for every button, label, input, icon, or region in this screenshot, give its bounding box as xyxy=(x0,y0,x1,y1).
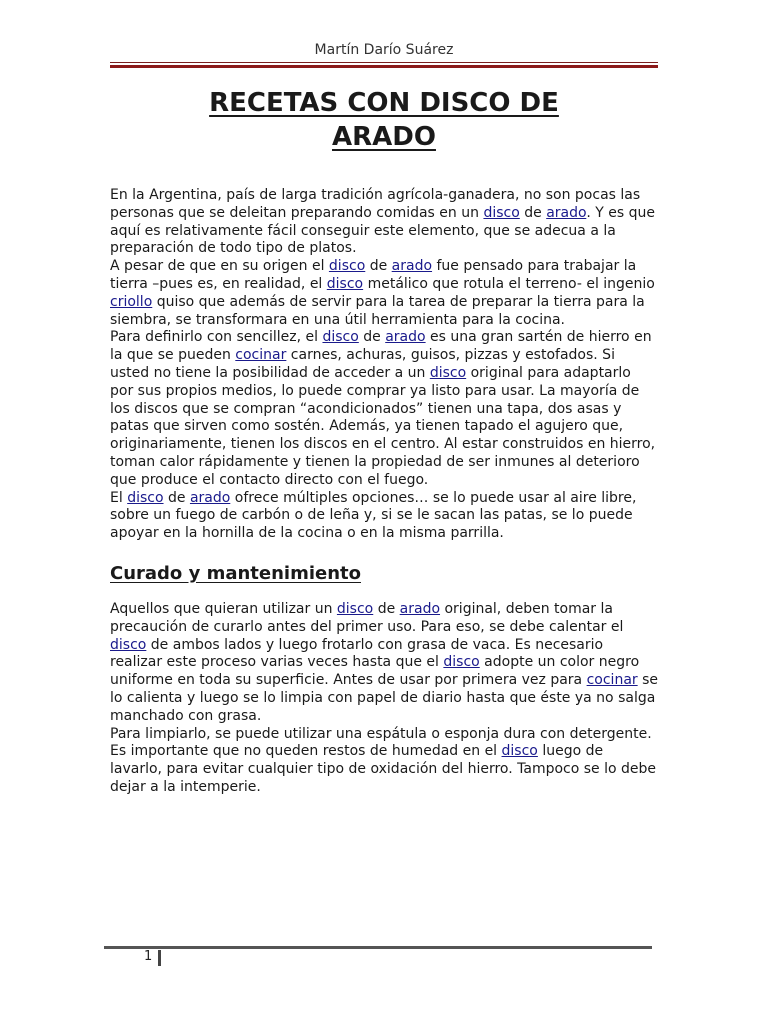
page-title-text: RECETAS CON DISCO DE ARADO xyxy=(209,88,559,152)
text-run: de xyxy=(519,204,547,221)
paragraph xyxy=(110,726,658,797)
text-run: Aquellos que quieran utilizar un xyxy=(110,601,337,617)
paragraph xyxy=(110,258,658,329)
disco-link[interactable]: disco xyxy=(326,275,364,292)
arado-link[interactable]: arado xyxy=(546,204,587,221)
page-number-bar xyxy=(158,950,161,966)
disco-link[interactable]: disco xyxy=(127,489,164,506)
text-run: El xyxy=(110,489,128,506)
text-run: A pesar de que en su origen el xyxy=(110,258,329,275)
text-run: luego de lavarlo, para evitar cualquier tipo de oxidación del hierro. Tampoco se lo debe dejar a la intemperie. xyxy=(110,743,657,795)
text-run: de ambos lados y luego frotarlo con grasa de vaca. Es necesario realizar este proceso varias veces hasta que el xyxy=(110,636,604,671)
text-run: Para limpiarlo, se puede utilizar una espátula o esponja dura con detergente. Es importante que no queden restos de humedad en el xyxy=(110,725,652,760)
page-number: 1 xyxy=(144,949,153,964)
intro-section xyxy=(110,187,658,543)
header-divider xyxy=(110,62,658,63)
care-section xyxy=(110,601,658,797)
disco-link[interactable]: disco xyxy=(110,636,147,653)
cocinar-link[interactable]: cocinar xyxy=(235,347,287,364)
disco-link[interactable]: disco xyxy=(443,654,480,671)
arado-link[interactable]: arado xyxy=(385,329,426,346)
arado-link[interactable]: arado xyxy=(189,489,231,506)
footer-divider xyxy=(104,946,652,949)
disco-link[interactable]: disco xyxy=(322,329,359,346)
paragraph xyxy=(110,187,658,258)
text-run: adopte un color negro uniforme en toda su superficie. Antes de usar por primera vez para xyxy=(110,654,640,689)
disco-link[interactable]: disco xyxy=(336,601,374,617)
criollo-link[interactable]: criollo xyxy=(110,293,153,310)
header-divider-thick xyxy=(110,65,658,68)
text-run: En la Argentina, país de larga tradición agrícola-ganadera, no son pocas las personas que se deleitan preparando comidas en un xyxy=(110,187,641,221)
text-run: ofrece múltiples opciones… se lo puede usar al aire libre, sobre un fuego de carbón o de leña y, si se le sacan las patas, se lo puede apoyar en la hornilla de la cocina o en la misma parrilla. xyxy=(110,489,637,542)
text-run: es una gran sartén de hierro en la que se pueden xyxy=(110,329,652,364)
arado-link[interactable]: arado xyxy=(391,258,433,275)
text-run: fue pensado para trabajar la tierra –pues es, en realidad, el xyxy=(110,258,637,292)
text-run: se lo calienta y luego se lo limpia con papel de diario hasta que éste ya no salga manchado con grasa. xyxy=(110,672,659,724)
text-run: de xyxy=(358,329,386,346)
disco-link[interactable]: disco xyxy=(483,204,520,221)
text-run: quiso que además de servir para la tarea de preparar la tierra para la siembra, se transformara en una útil herramienta para la cocina. xyxy=(110,293,645,328)
text-run: de xyxy=(373,601,400,617)
text-run: carnes, achuras, guisos, pizzas y estofados. Si usted no tiene la posibilidad de acceder a un xyxy=(110,347,615,381)
text-run: metálico que rotula el terreno- el ingenio xyxy=(363,275,655,292)
page-title xyxy=(160,86,608,154)
text-run: . Y es que aquí es relativamente fácil conseguir este elemento, que se adecua a la preparación de todo tipo de platos. xyxy=(110,204,655,257)
text-run: original para adaptarlo por sus propios medios, lo puede comprar ya listo para usar. La mayoría de los discos que se compran “acondicionados” tienen una tapa, dos asas y patas que sirven como sostén. Además, ya tienen tapado el agujero que, originariamente, tienen los discos en el centro. Al estar construidos en hierro, toman calor rápidamente y tienen la propiedad de ser inmunes al deterioro que produce el contacto directo con el fuego. xyxy=(110,364,656,488)
text-run: de xyxy=(163,489,190,506)
paragraph xyxy=(110,490,658,543)
text-run: original, deben tomar la precaución de curarlo antes del primer uso. Para eso, se debe calentar el xyxy=(110,601,624,635)
cocinar-link[interactable]: cocinar xyxy=(586,672,638,689)
text-run: de xyxy=(365,258,392,275)
section-heading: Curado y mantenimiento xyxy=(110,563,361,584)
paragraph xyxy=(110,329,658,489)
paragraph xyxy=(110,601,658,726)
disco-link[interactable]: disco xyxy=(429,364,467,381)
disco-link[interactable]: disco xyxy=(501,743,538,760)
text-run: Para definirlo con sencillez, el xyxy=(110,329,323,346)
arado-link[interactable]: arado xyxy=(399,601,441,617)
header-author: Martín Darío Suárez xyxy=(314,42,454,58)
disco-link[interactable]: disco xyxy=(328,258,366,275)
